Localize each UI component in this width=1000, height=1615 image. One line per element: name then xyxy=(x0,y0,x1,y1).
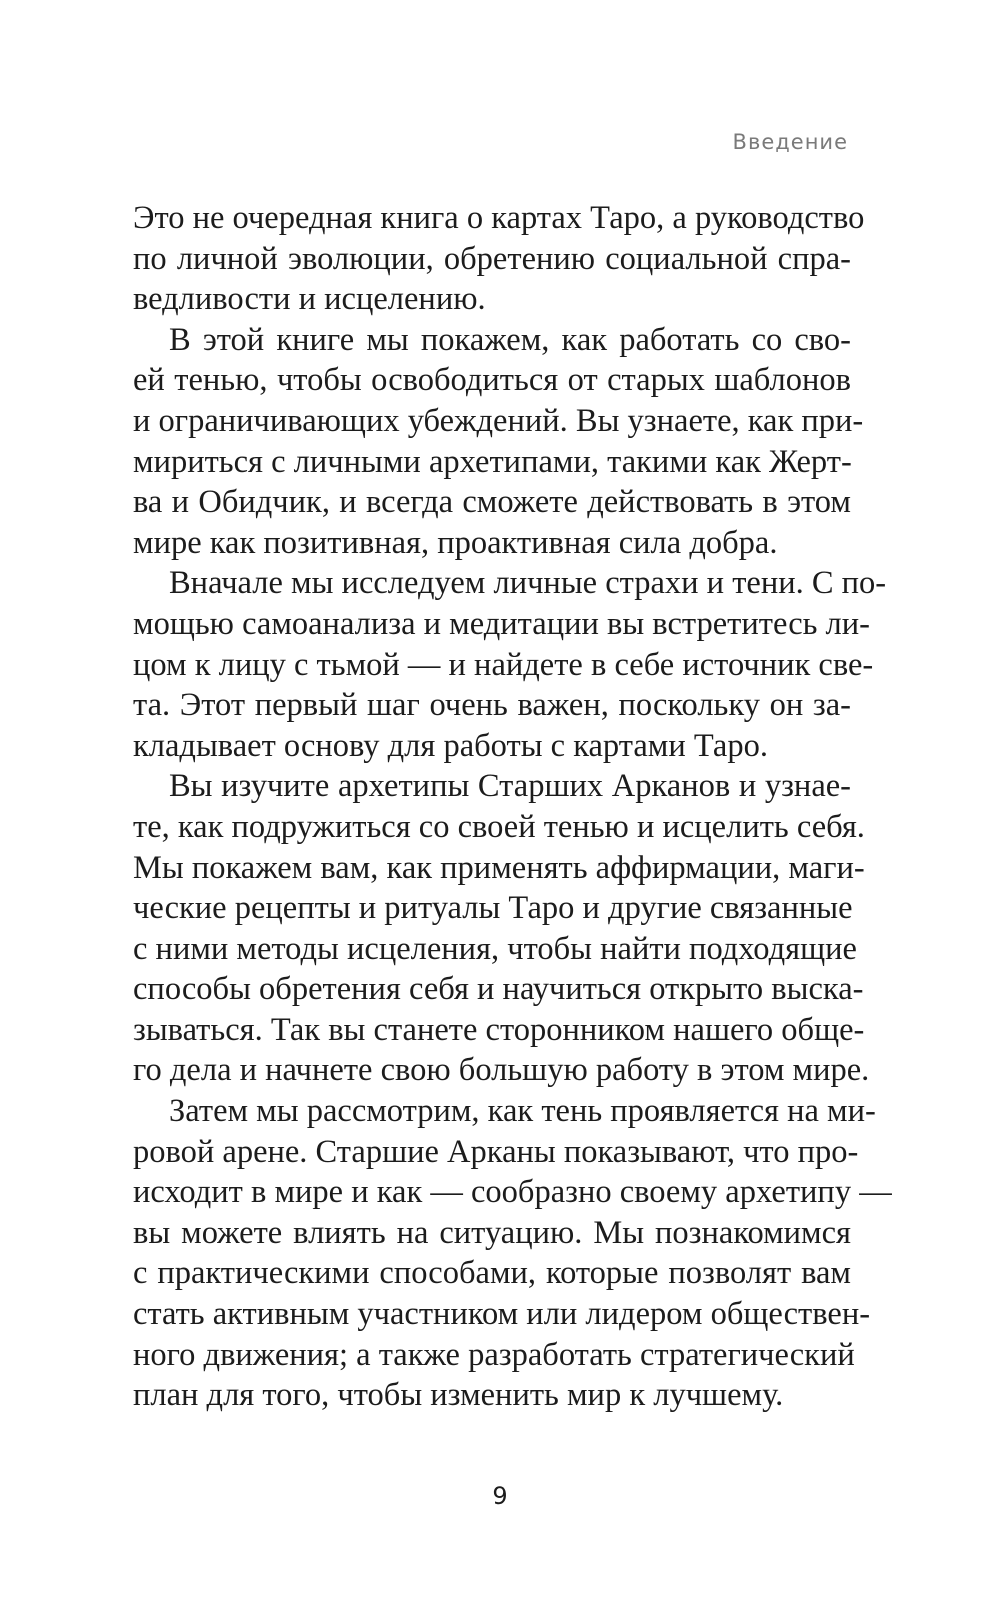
text-line: цом к лицу с тьмой — и найдете в себе источник све- xyxy=(133,646,874,683)
paragraph-4 xyxy=(133,766,870,1091)
text-line: Мы покажем вам, как применять аффирмации, маги- xyxy=(133,849,865,886)
text-line: по личной эволюции, обретению социальной спра- xyxy=(133,240,851,277)
text-line: кладывает основу для работы с картами Таро. xyxy=(133,727,768,764)
text-line: зываться. Так вы станете сторонником нашего обще- xyxy=(133,1011,865,1048)
text-line: план для того, чтобы изменить мир к лучшему. xyxy=(133,1377,784,1414)
text-line: с ними методы исцеления, чтобы найти подходящие xyxy=(133,930,857,967)
text-line: ческие рецепты и ритуалы Таро и другие связанные xyxy=(133,890,853,927)
text-line: Это не очередная книга о картах Таро, а руководство xyxy=(133,200,865,236)
text-line: стать активным участником или лидером обществен- xyxy=(133,1296,871,1333)
text-line: В этой книге мы покажем, как работать со сво- xyxy=(169,321,851,358)
running-header: Введение xyxy=(732,130,848,154)
text-line: мире как позитивная, проактивная сила добра. xyxy=(133,524,778,561)
paragraph-5 xyxy=(133,1091,892,1416)
text-line: и ограничивающих убеждений. Вы узнаете, как при- xyxy=(133,402,864,439)
text-line: ей тенью, чтобы освободиться от старых шаблонов xyxy=(133,362,851,399)
text-line: с практическими способами, которые позволят вам xyxy=(133,1255,851,1292)
text-line: ведливости и исцелению. xyxy=(133,281,486,318)
paragraph-1 xyxy=(133,198,865,320)
body-text xyxy=(133,198,892,1416)
text-line: го дела и начнете свою большую работу в этом мире. xyxy=(133,1052,870,1089)
text-line: мощью самоанализа и медитации вы встретитесь ли- xyxy=(133,605,870,642)
text-line: исходит в мире и как — сообразно своему архетипу — xyxy=(133,1174,892,1211)
text-line: способы обретения себя и научиться открыто выска- xyxy=(133,971,864,1008)
text-line: мириться с личными архетипами, такими как Жерт- xyxy=(133,443,852,480)
paragraph-3 xyxy=(133,563,887,766)
text-line: та. Этот первый шаг очень важен, поскольку он за- xyxy=(133,687,851,724)
page-number: 9 xyxy=(492,1482,508,1510)
text-line: те, как подружиться со своей тенью и исцелить себя. xyxy=(133,808,865,845)
paragraph-2 xyxy=(133,320,864,564)
text-line: Затем мы рассмотрим, как тень проявляется на ми- xyxy=(169,1093,876,1130)
text-line: ровой арене. Старшие Арканы показывают, что про- xyxy=(133,1133,859,1170)
text-line: ва и Обидчик, и всегда сможете действовать в этом xyxy=(133,484,851,521)
text-line: вы можете влиять на ситуацию. Мы познакомимся xyxy=(133,1214,851,1251)
text-line: Вы изучите архетипы Старших Арканов и узнае- xyxy=(169,768,851,805)
text-line: Вначале мы исследуем личные страхи и тени. С по- xyxy=(169,565,887,602)
text-line: ного движения; а также разработать стратегический xyxy=(133,1336,855,1373)
